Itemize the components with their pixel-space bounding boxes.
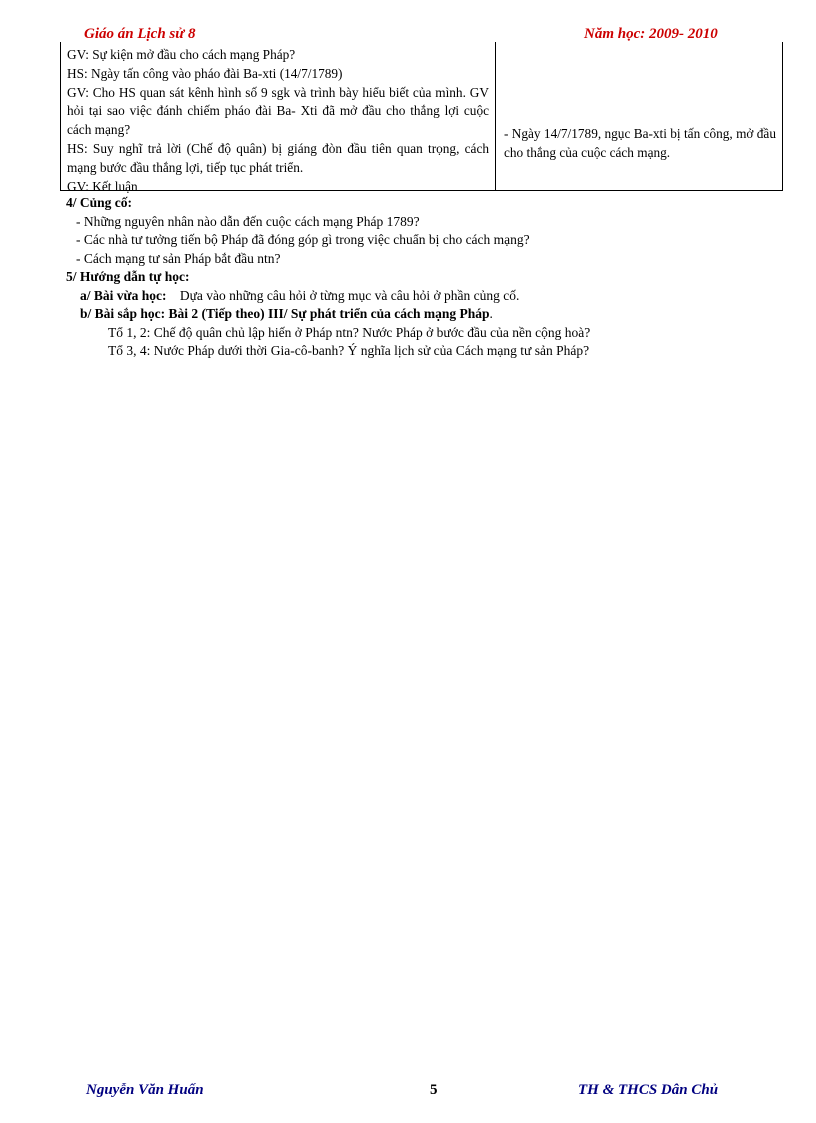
activity-line: HS: Ngày tấn công vào pháo đài Ba-xti (14/7/1789) (67, 65, 343, 81)
previous-lesson-text: Dựa vào những câu hỏi ở từng mục và câu hỏi ở phần củng cố. (179, 287, 520, 303)
activity-line: GV: Kết luận (67, 178, 138, 194)
activity-line: GV: Sự kiện mở đầu cho cách mạng Pháp? (67, 47, 296, 62)
review-question: - Những nguyên nhân nào dẫn đến cuộc cách mạng Pháp 1789? (76, 213, 420, 229)
footer-school: TH & THCS Dân Chủ (578, 1082, 719, 1098)
review-question: - Cách mạng tư sản Pháp bắt đầu ntn? (76, 250, 281, 266)
footer-author: Nguyễn Văn Huấn (86, 1082, 204, 1098)
lesson-table (60, 42, 783, 194)
table-column-divider (495, 42, 496, 190)
page-number: 5 (430, 1082, 438, 1098)
review-section (66, 194, 766, 268)
lesson-content (504, 124, 776, 162)
self-study-section (66, 268, 766, 361)
teacher-student-activities (67, 46, 489, 196)
previous-lesson-line (66, 287, 766, 306)
section-title: 4/ Củng cố: (66, 195, 133, 210)
next-lesson-tail: . (489, 306, 493, 321)
activity-line: HS: Suy nghĩ trả lời (Chế độ quân) bị giáng đòn đầu tiên quan trọng, cách mạng bước đầu thắng lợi, tiếp tục phát triển. (67, 140, 489, 175)
group-task: Tổ 1, 2: Chế độ quân chủ lập hiến ở Pháp ntn? Nước Pháp ở bước đầu của nền cộng hoà? (108, 324, 591, 340)
content-text: - Ngày 14/7/1789, ngục Ba-xti bị tấn công, mở đầu cho thắng của cuộc cách mạng. (504, 126, 776, 160)
next-lesson-label: b/ Bài sắp học: Bài 2 (Tiếp theo) III/ Sự phát triển của cách mạng Pháp (80, 306, 490, 321)
activity-line: GV: Cho HS quan sát kênh hình số 9 sgk và trình bày hiểu biết của mình. GV hỏi tại sao việc đánh chiếm pháo đài Ba- Xti đã mở đầu cho thắng lợi cuộc cách mạng? (67, 84, 489, 138)
next-lesson-line (66, 305, 766, 324)
section-title: 5/ Hướng dẫn tự học: (66, 269, 190, 284)
group-task: Tổ 3, 4: Nước Pháp dưới thời Gia-cô-banh? Ý nghĩa lịch sử của Cách mạng tư sản Pháp? (108, 343, 590, 358)
header-school-year: Năm học: 2009- 2010 (584, 26, 718, 42)
review-question: - Các nhà tư tưởng tiến bộ Pháp đã đóng góp gì trong việc chuẩn bị cho cách mạng? (76, 232, 530, 247)
previous-lesson-label: a/ Bài vừa học: (80, 287, 167, 303)
header-lesson-title: Giáo án Lịch sử 8 (84, 26, 196, 42)
